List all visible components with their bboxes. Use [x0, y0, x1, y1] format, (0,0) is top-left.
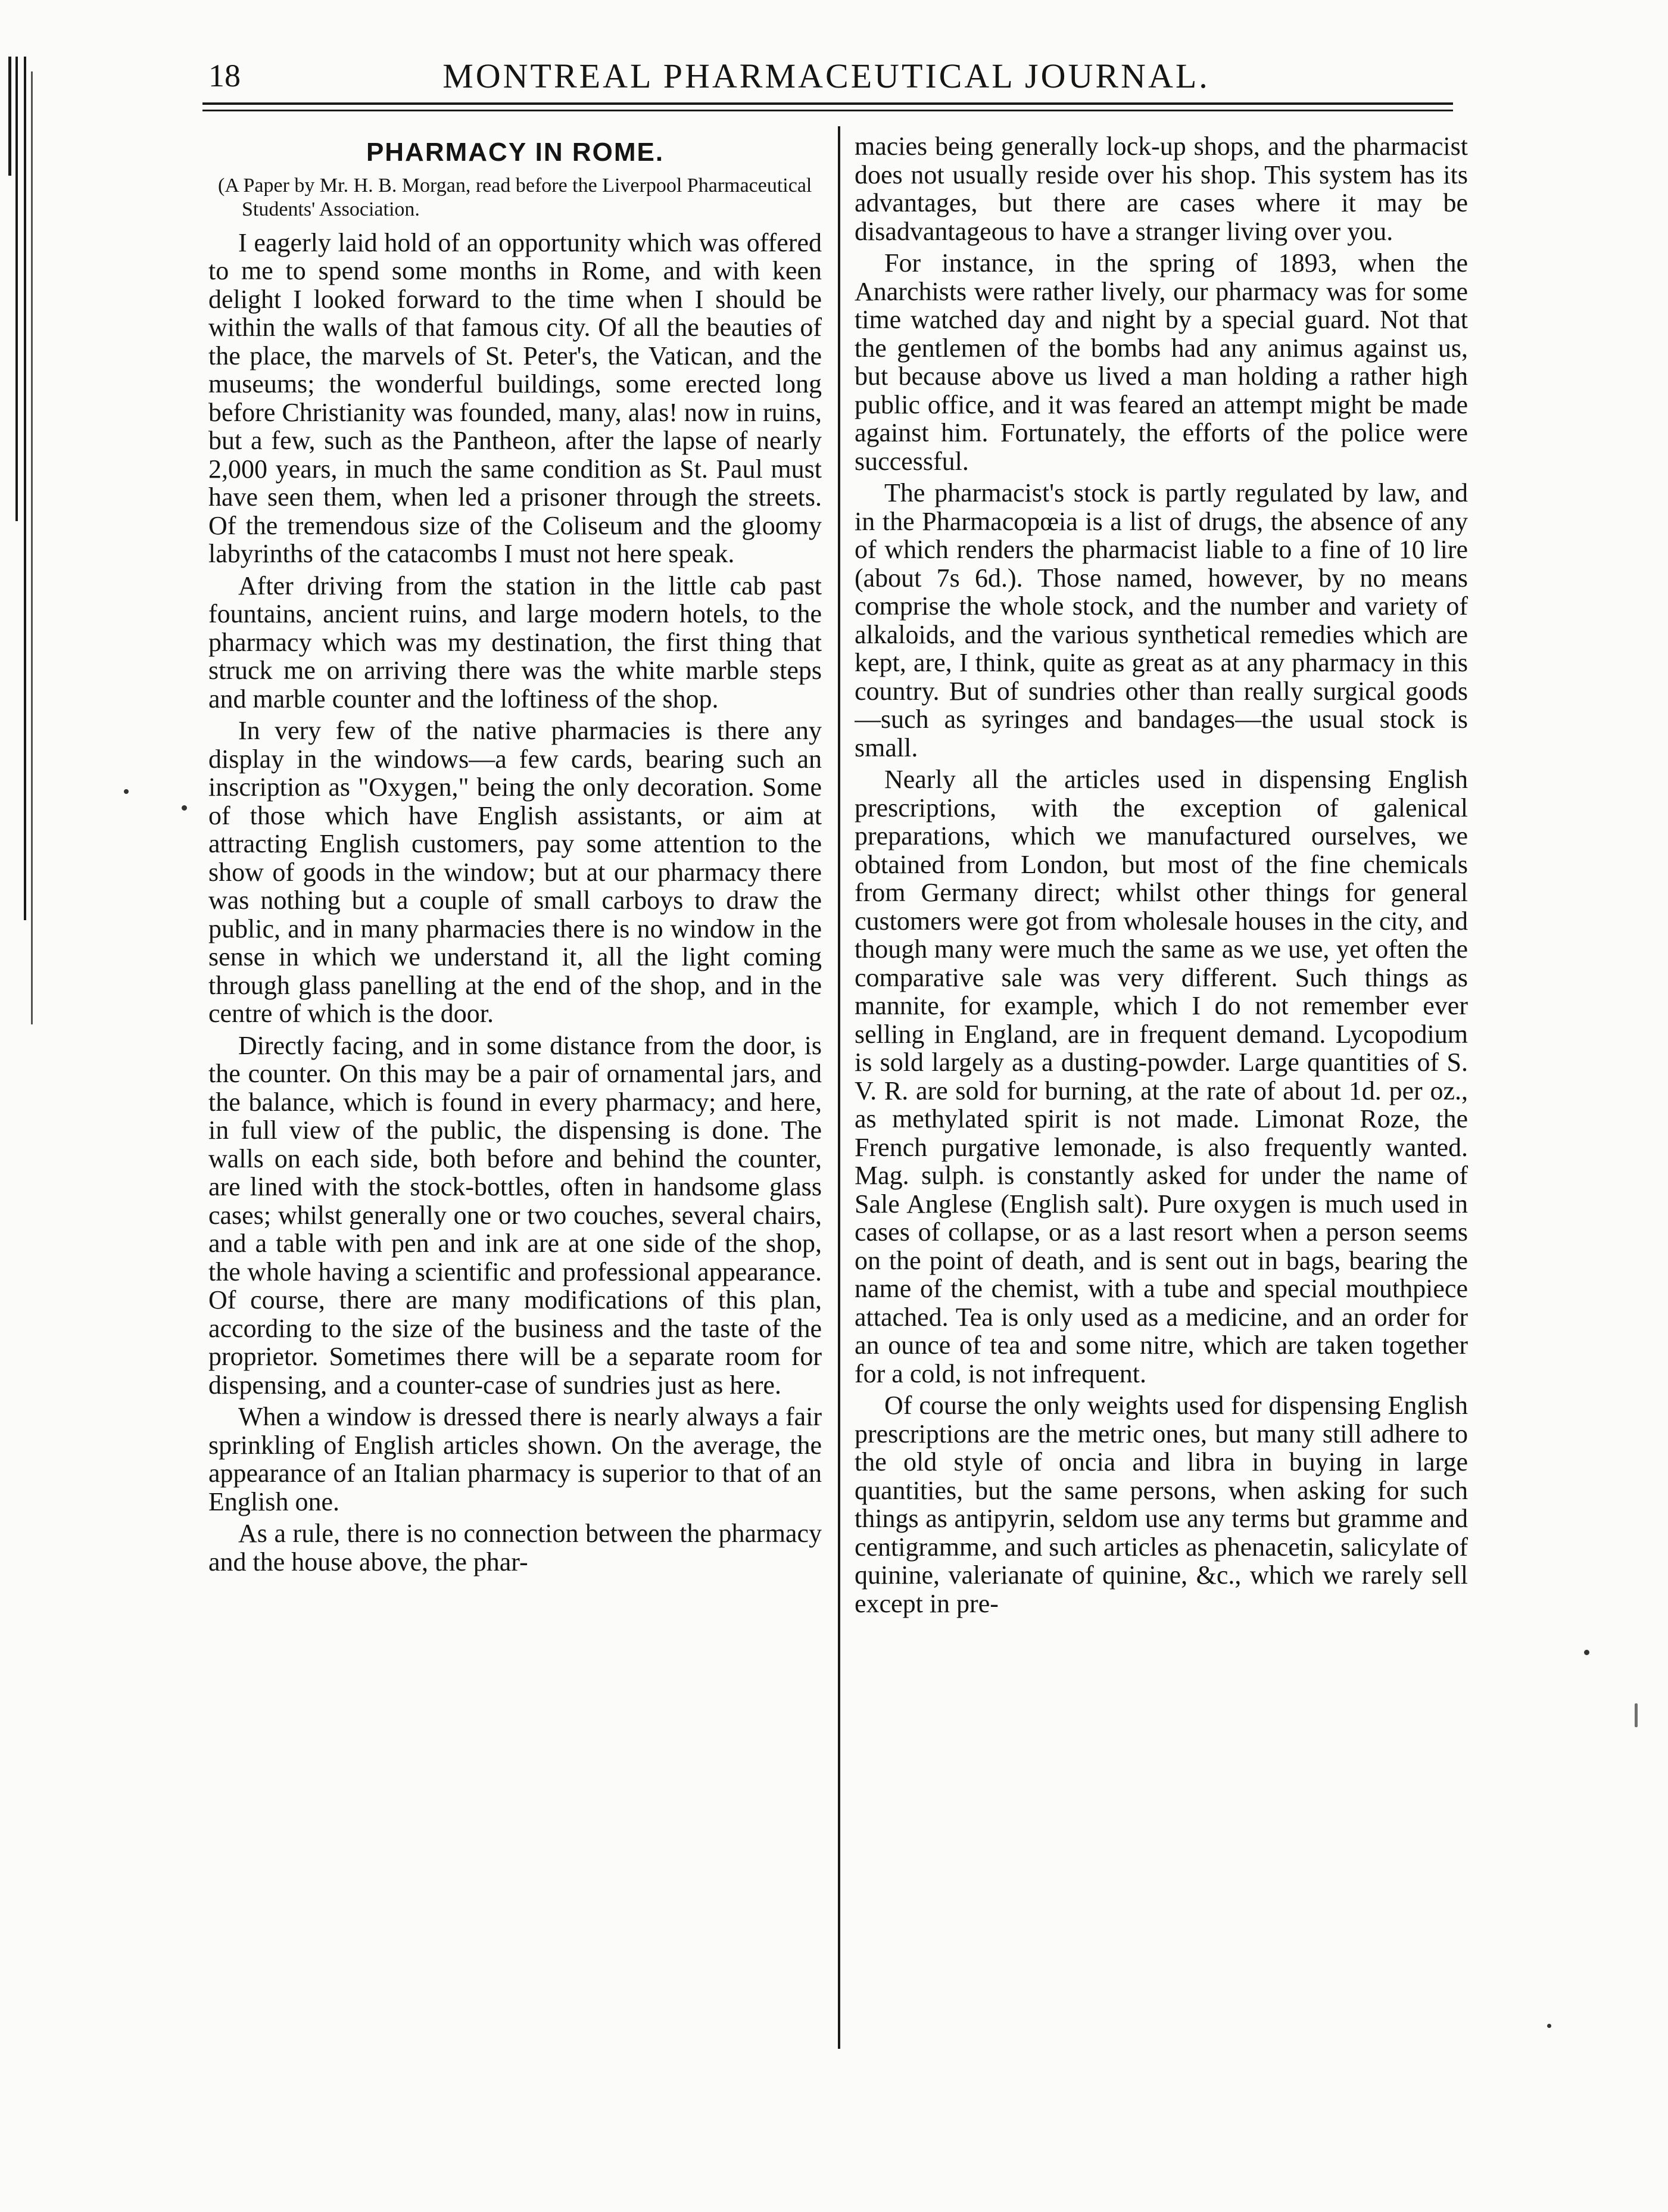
paragraph-8: The pharmacist's stock is partly regulated by law, and in the Pharmacopœia is a list of drugs, the absence of any of which renders the pharmacist liable to a fine of 10 lire (about 7s 6d.). Those named, however, by no means comprise the whole stock, and the number and variety of alkaloids, and the various synthetical remedies which are kept, are, I think, quite as great as at any pharmacy in this country. But of sundries other than really surgical goods—such as syringes and bandages—the usual stock is small. — [855, 478, 1468, 762]
article-byline: (A Paper by Mr. H. B. Morgan, read before the Liverpool Pharmaceutical Students' Association. — [218, 174, 812, 220]
scan-speck — [182, 805, 187, 811]
left-column — [208, 132, 822, 2053]
paragraph-4: Directly facing, and in some distance from the door, is the counter. On this may be a pair of ornamental jars, and the balance, which is found in every pharmacy; and here, in full view of the public, the dispensing is done. The walls on each side, both before and behind the counter, are lined with the stock-bottles, often in handsome glass cases; whilst generally one or two couches, several chairs, and a table with pen and ink are at one side of the shop, the whole having a scientific and professional appearance. Of course, there are many modifications of this plan, according to the size of the business and the taste of the proprietor. Sometimes there will be a separate room for dispensing, and a counter-case of sundries just as here. — [208, 1030, 822, 1400]
header-rule-top — [202, 102, 1453, 105]
paragraph-7: For instance, in the spring of 1893, when the Anarchists were rather lively, our pharmacy was for some time watched day and night by a special guard. Not that the gentlemen of the bombs had any animus against us, but because above us lived a man holding a rather high public office, and it was feared an attempt might be made against him. Fortunately, the efforts of the police were successful. — [855, 248, 1468, 476]
paragraph-10: Of course the only weights used for dispensing English prescriptions are the metric ones, but many still adhere to the old style of oncia and libra in buying in large quantities, but the same persons, when asking for such things as antipyrin, seldom use any terms but gramme and centigramme, and such articles as phenacetin, salicylate of quinine, valerianate of quinine, &c., which we rarely sell except in pre- — [855, 1391, 1468, 1618]
binding-line-2 — [15, 57, 18, 521]
header-rule-bottom — [202, 110, 1453, 111]
paragraph-5: When a window is dressed there is nearly always a fair sprinkling of English articles shown. On the average, the appearance of an Italian pharmacy is superior to that of an English one. — [208, 1402, 822, 1516]
binding-line-3 — [24, 57, 26, 920]
right-column — [855, 132, 1468, 2053]
paragraph-6-continued: macies being generally lock-up shops, and the pharmacist does not usually reside over his shop. This system has its advantages, but there are cases where it may be disadvantageous to have a stranger living over you. — [855, 132, 1468, 246]
scan-speck — [124, 789, 129, 794]
scan-speck — [1547, 2024, 1551, 2028]
article-title: PHARMACY IN ROME. — [366, 138, 665, 167]
binding-line-4 — [31, 71, 33, 1024]
binding-line-1 — [8, 57, 11, 176]
scan-speck — [1635, 1703, 1638, 1727]
paragraph-1: I eagerly laid hold of an opportunity which was offered to me to spend some months in Rome, and with keen delight I looked forward to the time when I should be within the walls of that famous city. Of all the beauties of the place, the marvels of St. Peter's, the Vatican, and the museums; the wonderful buildings, some erected long before Christianity was founded, many, alas! now in ruins, but a few, such as the Pantheon, after the lapse of nearly 2,000 years, in much the same condition as St. Paul must have seen them, when led a prisoner through the streets. Of the tremendous size of the Coliseum and the gloomy labyrinths of the catacombs I must not here speak. — [208, 228, 822, 568]
page-number: 18 — [208, 58, 241, 94]
paragraph-9: Nearly all the articles used in dispensing English prescriptions, with the exception of galenical preparations, which we manufactured ourselves, we obtained from London, but most of the fine chemicals from Germany direct; whilst other things for general customers were got from wholesale houses in the city, and though many were much the same as we use, yet often the comparative sale was very different. Such things as mannite, for example, which I do not remember ever selling in England, are in frequent demand. Lycopodium is sold largely as a dusting-powder. Large quantities of S. V. R. are sold for burning, at the rate of about 1d. per oz., as methylated spirit is not made. Limonat Roze, the French purgative lemonade, is also frequently wanted. Mag. sulph. is constantly asked for under the name of Sale Anglese (English salt). Pure oxygen is much used in cases of collapse, or as a last resort when a person seems on the point of death, and is sent out in bags, bearing the name of the chemist, with a tube and special mouthpiece attached. Tea is only used as a medicine, and an order for an ounce of tea and some nitre, which are taken together for a cold, is not infrequent. — [855, 765, 1468, 1388]
page-header — [197, 52, 1456, 100]
paragraph-3: In very few of the native pharmacies is there any display in the windows—a few cards, bearing such an inscription as "Oxygen," being the only decoration. Some of those which have English assistants, or aim at attracting English customers, pay some attention to the show of goods in the window; but at our pharmacy there was nothing but a couple of small carboys to draw the public, and in many pharmacies there is no window in the sense in which we understand it, all the light coming through glass panelling at the end of the shop, and in the centre of which is the door. — [208, 716, 822, 1028]
column-divider — [838, 126, 840, 2049]
paragraph-2: After driving from the station in the little cab past fountains, ancient ruins, and large modern hotels, to the pharmacy which was my destination, the first thing that struck me on arriving there was the white marble steps and marble counter and the loftiness of the shop. — [208, 571, 822, 714]
running-title: MONTREAL PHARMACEUTICAL JOURNAL. — [442, 57, 1210, 95]
paragraph-6-start: As a rule, there is no connection between the pharmacy and the house above, the phar- — [208, 1519, 822, 1577]
scan-speck — [1584, 1650, 1589, 1655]
